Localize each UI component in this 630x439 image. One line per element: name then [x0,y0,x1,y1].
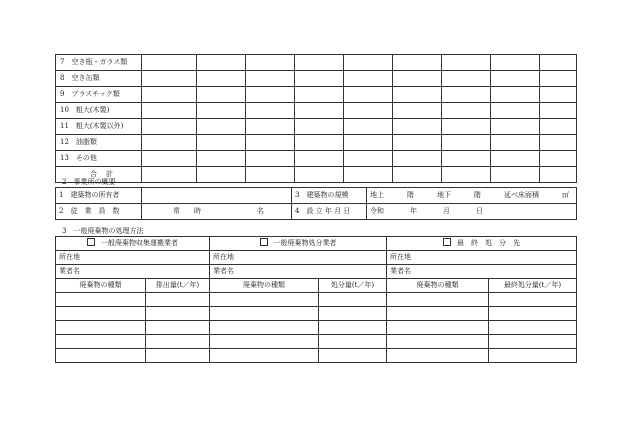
collector-waste-type-header: 廃棄物の種類 [56,279,146,293]
waste-amount-cell[interactable] [295,135,344,151]
date-day-unit: 日 [476,207,483,215]
scale-floor-unit-2: 階 [474,191,481,199]
disposal-entry-cell[interactable] [56,321,146,335]
waste-amount-cell[interactable] [540,87,577,103]
disposal-entry-cell[interactable] [56,349,146,363]
waste-amount-cell[interactable] [442,71,491,87]
waste-category-label: 10 粗大(木製) [56,103,142,119]
table-row [56,119,577,135]
waste-amount-cell[interactable] [142,55,197,71]
staff-value[interactable] [142,204,292,220]
waste-amount-cell[interactable] [491,55,540,71]
waste-amount-cell[interactable] [393,55,442,71]
waste-amount-cell[interactable] [295,55,344,71]
waste-amount-cell[interactable] [344,151,393,167]
waste-amount-cell[interactable] [197,103,246,119]
disposal-entry-cell[interactable] [387,335,489,349]
waste-category-label: 13 その他 [56,151,142,167]
waste-amount-cell[interactable] [442,135,491,151]
waste-amount-cell[interactable] [540,151,577,167]
waste-amount-cell[interactable] [246,151,295,167]
total-amount-cell[interactable] [393,167,442,183]
waste-amount-cell[interactable] [442,103,491,119]
table-row [56,71,577,87]
total-label: 合 計 [56,167,142,183]
waste-amount-cell[interactable] [197,71,246,87]
waste-amount-cell[interactable] [142,151,197,167]
disposal-entry-cell[interactable] [146,349,210,363]
scale-floor-unit-1: 階 [407,191,414,199]
waste-amount-cell[interactable] [442,151,491,167]
processor-location[interactable]: 所在地 [210,251,387,265]
disposal-entry-row [56,349,577,363]
waste-amount-cell[interactable] [197,87,246,103]
disposal-entry-cell[interactable] [56,335,146,349]
staff-fulltime-label: 常 時 [173,207,201,215]
waste-amount-cell[interactable] [393,87,442,103]
disposal-entry-cell[interactable] [210,307,319,321]
disposal-amount-header: 処分量(t／年) [319,279,387,293]
disposal-entry-cell[interactable] [387,293,489,307]
total-amount-cell[interactable] [540,167,577,183]
disposal-entry-cell[interactable] [319,293,387,307]
waste-amount-cell[interactable] [442,119,491,135]
disposal-entry-cell[interactable] [387,349,489,363]
disposal-entry-cell[interactable] [146,335,210,349]
date-month-unit: 月 [443,207,450,215]
waste-amount-cell[interactable] [540,103,577,119]
disposal-entry-cell[interactable] [387,321,489,335]
waste-amount-cell[interactable] [246,103,295,119]
waste-amount-cell[interactable] [295,119,344,135]
disposal-entry-cell[interactable] [210,293,319,307]
table-row [56,103,577,119]
waste-amount-cell[interactable] [142,119,197,135]
scale-value[interactable] [367,188,577,204]
column-header-row [56,279,577,293]
waste-amount-cell[interactable] [491,119,540,135]
waste-amount-cell[interactable] [246,55,295,71]
waste-amount-cell[interactable] [142,135,197,151]
total-amount-cell[interactable] [344,167,393,183]
disposal-entry-cell[interactable] [210,321,319,335]
disposal-entry-cell[interactable] [146,293,210,307]
disposal-entry-cell[interactable] [319,307,387,321]
scale-above-label: 地上 [370,191,384,199]
final-waste-type-header: 廃棄物の種類 [387,279,489,293]
waste-amount-cell[interactable] [344,87,393,103]
total-amount-cell[interactable] [246,167,295,183]
waste-amount-table [55,54,577,183]
waste-amount-cell[interactable] [491,87,540,103]
waste-amount-cell[interactable] [295,103,344,119]
date-year-unit: 年 [410,207,417,215]
waste-amount-cell[interactable] [491,103,540,119]
total-amount-cell[interactable] [142,167,197,183]
total-amount-cell[interactable] [491,167,540,183]
waste-amount-cell[interactable] [491,71,540,87]
processor-waste-type-header: 廃棄物の種類 [210,279,319,293]
waste-amount-cell[interactable] [197,55,246,71]
staff-label: 2 従 業 員 数 [56,204,142,220]
waste-amount-cell[interactable] [393,135,442,151]
waste-category-label: 12 油脂類 [56,135,142,151]
disposal-entry-cell[interactable] [56,293,146,307]
waste-amount-cell[interactable] [442,87,491,103]
waste-amount-cell[interactable] [393,151,442,167]
facility-row-1 [56,188,577,204]
waste-amount-cell[interactable] [142,71,197,87]
company-row [56,265,577,279]
waste-amount-cell[interactable] [442,55,491,71]
waste-amount-cell[interactable] [393,103,442,119]
processor-company[interactable]: 業者名 [210,265,387,279]
waste-amount-cell[interactable] [344,103,393,119]
disposal-entry-row [56,335,577,349]
final-disposal-amount-header: 最終処分量(t／年) [489,279,577,293]
owner-value[interactable] [142,188,292,204]
waste-amount-cell[interactable] [197,119,246,135]
total-amount-cell[interactable] [295,167,344,183]
staff-unit: 名 [257,207,264,215]
established-date-label: 4 設 立 年 月 日 [292,204,367,220]
scale-label: 3 建築物の規模 [292,188,367,204]
established-date-value[interactable] [367,204,577,220]
location-row [56,251,577,265]
disposal-entry-cell[interactable] [319,335,387,349]
scale-below-label: 地下 [437,191,451,199]
waste-amount-cell[interactable] [246,119,295,135]
waste-amount-cell[interactable] [540,135,577,151]
waste-amount-cell[interactable] [197,151,246,167]
processor-header: 一般廃棄物処分業者 [210,237,387,251]
disposal-header-row [56,237,577,251]
waste-category-label: 9 プラスチック類 [56,87,142,103]
waste-amount-cell[interactable] [393,71,442,87]
final-disposal-checkbox[interactable] [443,238,451,246]
table-row [56,151,577,167]
waste-amount-cell[interactable] [344,71,393,87]
waste-amount-cell[interactable] [246,135,295,151]
disposal-entry-cell[interactable] [210,335,319,349]
disposal-entry-cell[interactable] [387,307,489,321]
waste-amount-cell[interactable] [246,87,295,103]
waste-category-label: 8 空き缶類 [56,71,142,87]
waste-amount-cell[interactable] [295,71,344,87]
disposal-entry-cell[interactable] [210,349,319,363]
waste-amount-cell[interactable] [295,151,344,167]
total-amount-cell[interactable] [197,167,246,183]
processor-checkbox[interactable] [260,238,268,246]
owner-label: 1 建築物の所有者 [56,188,142,204]
disposal-entry-cell[interactable] [489,293,577,307]
waste-amount-cell[interactable] [491,135,540,151]
table-row [56,87,577,103]
waste-amount-cell[interactable] [393,119,442,135]
disposal-entry-cell[interactable] [489,335,577,349]
waste-category-label: 7 空き瓶・ガラス類 [56,55,142,71]
waste-amount-cell[interactable] [344,119,393,135]
facility-overview-table [55,187,577,220]
disposal-entry-cell[interactable] [56,307,146,321]
disposal-entry-cell[interactable] [319,349,387,363]
collector-checkbox[interactable] [87,238,95,246]
collector-company[interactable]: 業者名 [56,265,210,279]
facility-row-2 [56,204,577,220]
discharge-amount-header: 排出量(t／年) [146,279,210,293]
section-3-title: 3 一般廃棄物の処理方法 [62,227,144,235]
disposal-entry-row [56,321,577,335]
date-era-label: 令和 [370,207,384,215]
waste-amount-cell[interactable] [491,151,540,167]
waste-amount-cell[interactable] [344,135,393,151]
disposal-entry-cell[interactable] [489,349,577,363]
disposal-method-table [55,236,577,363]
section-2-title: 2 事業所の概要 [62,178,116,186]
table-row [56,135,577,151]
final-company[interactable]: 業者名 [387,265,577,279]
disposal-entry-cell[interactable] [319,321,387,335]
waste-amount-cell[interactable] [344,55,393,71]
table-row [56,55,577,71]
collector-location[interactable]: 所在地 [56,251,210,265]
disposal-entry-cell[interactable] [489,307,577,321]
waste-category-label: 11 粗大(木製以外) [56,119,142,135]
waste-amount-cell[interactable] [246,71,295,87]
disposal-entry-cell[interactable] [146,307,210,321]
waste-amount-cell[interactable] [142,103,197,119]
waste-amount-cell[interactable] [540,55,577,71]
collector-header: 一般廃棄物収集運搬業者 [56,237,210,251]
waste-amount-cell[interactable] [142,87,197,103]
waste-amount-cell[interactable] [197,135,246,151]
scale-area-unit: ㎡ [562,191,569,199]
total-amount-cell[interactable] [442,167,491,183]
disposal-entry-row [56,293,577,307]
disposal-entry-cell[interactable] [489,321,577,335]
total-row [56,167,577,183]
disposal-entry-row [56,307,577,321]
waste-amount-cell[interactable] [540,119,577,135]
waste-amount-cell[interactable] [295,87,344,103]
final-location[interactable]: 所在地 [387,251,577,265]
waste-amount-cell[interactable] [540,71,577,87]
disposal-entry-cell[interactable] [146,321,210,335]
final-disposal-header: 最 終 処 分 先 [387,237,577,251]
scale-area-label: 延べ床面積 [504,191,539,199]
